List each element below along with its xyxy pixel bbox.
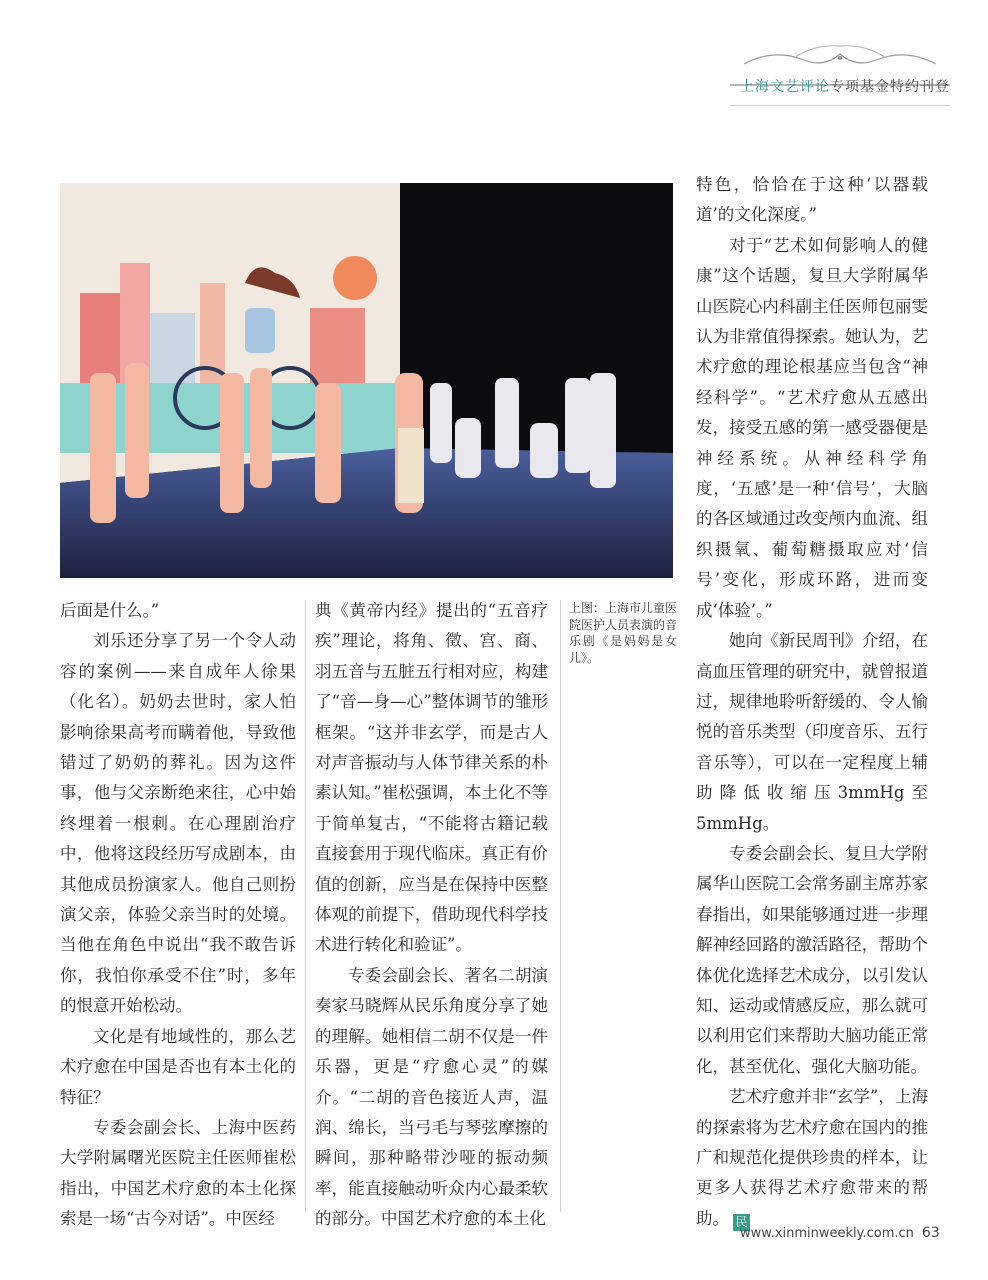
column-divider	[305, 600, 306, 1212]
paragraph: 对于“艺术如何影响人的健康”这个话题，复旦大学附属华山医院心内科副主任医师包丽雯认为非常值得探索。她认为，艺术疗愈的理论根基应当包含“神经科学”。“艺术疗愈从五感出发，接受五感的第一感受器便是神经系统。从神经科学角度，‘五感’是一种‘信号’，大脑的各区域通过改变颅内血流、组织摄氧、葡萄糖摄取应对‘信号’变化，形成环路，进而变成‘体验’。”	[696, 235, 928, 620]
paragraph: 特色，恰恰在于这种‘以器载道’的文化深度。”	[696, 175, 928, 225]
page-footer	[740, 1225, 940, 1241]
header-brand: 上海文艺评论	[740, 79, 830, 95]
page-number: 63	[921, 1225, 940, 1241]
paragraph: 专委会副会长、复旦大学附属华山医院工会常务副主席苏家春指出，如果能够通过进一步理解神经回路的激活路径，帮助个体优化选择艺术成分，以引发认知、运动或情感反应，那么就可以利用它们来帮助大脑功能正常化，甚至优化、强化大脑功能。	[696, 843, 928, 1076]
header-sponsor-text: 专项基金特约刊登	[830, 79, 950, 95]
paragraph-final	[696, 1082, 928, 1234]
column-d	[696, 170, 928, 1234]
stage-photo	[60, 183, 673, 578]
article-end-icon: 民	[733, 1214, 750, 1231]
footer-url: www.xinminweekly.com.cn	[740, 1226, 914, 1241]
paragraph: 文化是有地域性的，那么艺术疗愈在中国是否也有本土化的特征？	[60, 1026, 296, 1107]
paragraph: 专委会副会长、著名二胡演奏家马晓辉从民乐角度分享了她的理解。她相信二胡不仅是一件乐器，更是“疗愈心灵”的媒介。“二胡的音色接近人声，温润、绵长，当弓毛与琴弦摩擦的瞬间，那种略带沙哑的振动频率，能直接触动听众内心最柔软的部分。中国艺术疗愈的本土化	[315, 965, 548, 1229]
column-b	[315, 596, 548, 1235]
paragraph: 刘乐还分享了另一个令人动容的案例——来自成年人徐果（化名）。奶奶去世时，家人怕影响徐果高考而瞒着他，导致他错过了奶奶的葬礼。因为这件事，他与父亲断绝来往，心中始终埋着一根刺。在心理剧治疗中，他将这段经历写成剧本，由其他成员扮演家人。他自己则扮演父亲，体验父亲当时的处境。当他在角色中说出“我不敢告诉你，我怕你承受不住”时，多年的恨意开始松动。	[60, 631, 296, 1016]
header-rule-bottom	[730, 105, 950, 106]
paragraph: 后面是什么。”	[60, 601, 160, 620]
paragraph-text: 艺术疗愈并非“玄学”，上海的探索将为艺术疗愈在国内的推广和规范化提供珍贵的样本，让更多人获得艺术疗愈带来的帮助。	[696, 1087, 928, 1228]
paragraph: 专委会副会长、上海中医药大学附属曙光医院主任医师崔松指出，中国艺术疗愈的本土化探索是一场“古今对话”。中医经	[60, 1117, 296, 1229]
header-ornament	[734, 38, 946, 74]
header-title	[740, 76, 950, 96]
paragraph: 典《黄帝内经》提出的“五音疗疾”理论，将角、徵、宫、商、羽五音与五脏五行相对应，构建了“音—身—心”整体调节的雏形框架。“这并非玄学，而是古人对声音振动与人体节律关系的朴素认知。”崔松强调，本土化不等于简单复古，“不能将古籍记载直接套用于现代临床。真正有价值的创新，应当是在保持中医整体观的前提下，借助现代科学技术进行转化和验证”。	[315, 601, 548, 955]
paragraph: 她向《新民周刊》介绍，在高血压管理的研究中，就曾报道过，规律地聆听舒缓的、令人愉悦的音乐类型（印度音乐、五行音乐等），可以在一定程度上辅助降低收缩压3mmHg至5mmHg。	[696, 631, 928, 833]
column-divider	[560, 600, 561, 1212]
column-a	[60, 596, 296, 1235]
photo-caption: 上图：上海市儿童医院医护人员表演的音乐剧《是妈妈是女儿》。	[569, 601, 678, 665]
